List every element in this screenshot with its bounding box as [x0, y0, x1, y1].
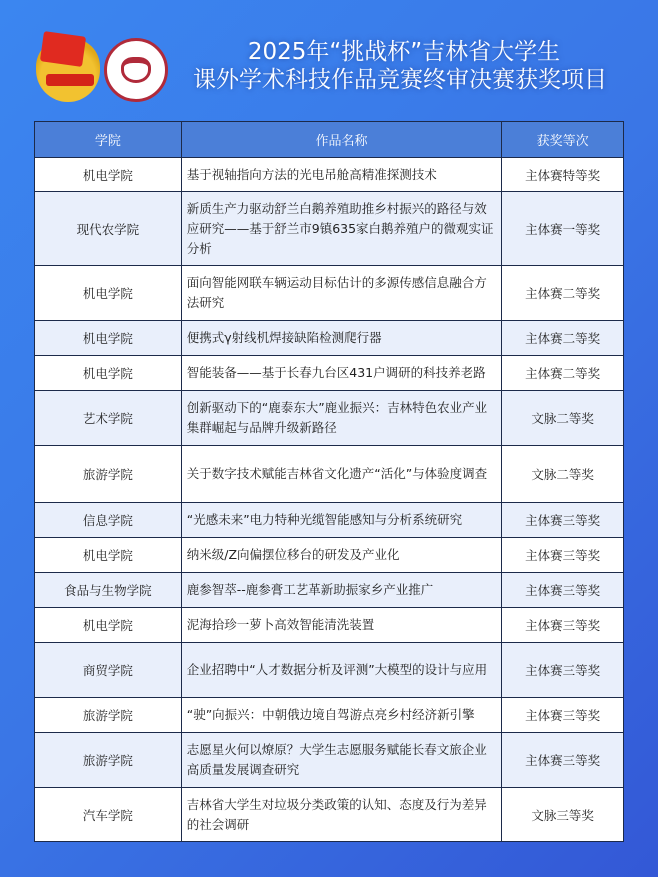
page-title [170, 38, 638, 94]
college-cell: 机电学院 [35, 356, 182, 391]
college-cell: 旅游学院 [35, 733, 182, 788]
project-name-cell: 面向智能网联车辆运动目标估计的多源传感信息融合方法研究 [181, 266, 501, 321]
project-name-cell: 便携式γ射线机焊接缺陷检测爬行器 [181, 321, 501, 356]
title-line-2: 课外学术科技作品竞赛终审决赛获奖项目 [193, 67, 607, 93]
awards-table [34, 121, 624, 842]
award-cell: 文脉二等奖 [502, 391, 624, 446]
table-row [35, 698, 624, 733]
project-name-cell: 关于数字技术赋能吉林省文化遗产“活化”与体验度调查 [181, 446, 501, 503]
table-row [35, 733, 624, 788]
college-cell: 商贸学院 [35, 643, 182, 698]
award-cell: 文脉二等奖 [502, 446, 624, 503]
project-name-cell: 智能装备——基于长春九台区431户调研的科技养老路 [181, 356, 501, 391]
award-cell: 主体赛三等奖 [502, 503, 624, 538]
university-emblem [104, 38, 168, 102]
project-name-cell: 企业招聘中“人才数据分析及评测”大模型的设计与应用 [181, 643, 501, 698]
college-cell: 旅游学院 [35, 698, 182, 733]
college-cell: 机电学院 [35, 158, 182, 192]
table-row [35, 266, 624, 321]
award-cell: 主体赛三等奖 [502, 733, 624, 788]
youth-league-emblem [36, 38, 100, 102]
award-cell: 主体赛二等奖 [502, 356, 624, 391]
project-name-cell: 新质生产力驱动舒兰白鹅养殖助推乡村振兴的路径与效应研究——基于舒兰市9镇635家白鹅养殖户的微观实证分析 [181, 192, 501, 266]
award-cell: 主体赛特等奖 [502, 158, 624, 192]
table-row [35, 608, 624, 643]
college-cell: 旅游学院 [35, 446, 182, 503]
header-college: 学院 [35, 122, 182, 158]
award-cell: 主体赛三等奖 [502, 538, 624, 573]
title-line-1: 2025年“挑战杯”吉林省大学生 [247, 39, 561, 65]
table-row [35, 446, 624, 503]
college-cell: 现代农学院 [35, 192, 182, 266]
table-row [35, 321, 624, 356]
college-cell: 食品与生物学院 [35, 573, 182, 608]
header-name: 作品名称 [181, 122, 501, 158]
table-row [35, 643, 624, 698]
college-cell: 机电学院 [35, 608, 182, 643]
award-cell: 主体赛二等奖 [502, 266, 624, 321]
award-cell: 主体赛三等奖 [502, 698, 624, 733]
college-cell: 机电学院 [35, 266, 182, 321]
project-name-cell: 志愿星火何以燎原？大学生志愿服务赋能长春文旅企业高质量发展调查研究 [181, 733, 501, 788]
table-row [35, 503, 624, 538]
college-cell: 机电学院 [35, 321, 182, 356]
college-cell: 机电学院 [35, 538, 182, 573]
project-name-cell: 纳米级/Z向偏摆位移台的研发及产业化 [181, 538, 501, 573]
project-name-cell: “驶”向振兴：中朝俄边境自驾游点亮乡村经济新引擎 [181, 698, 501, 733]
table-row [35, 788, 624, 842]
college-cell: 信息学院 [35, 503, 182, 538]
college-cell: 汽车学院 [35, 788, 182, 842]
table-row [35, 158, 624, 192]
award-cell: 主体赛二等奖 [502, 321, 624, 356]
project-name-cell: 泥海拾珍一萝卜高效智能清洗装置 [181, 608, 501, 643]
college-cell: 艺术学院 [35, 391, 182, 446]
project-name-cell: 鹿参智萃--鹿参膏工艺革新助振家乡产业推广 [181, 573, 501, 608]
table-header [35, 122, 624, 158]
table-row [35, 356, 624, 391]
award-cell: 文脉三等奖 [502, 788, 624, 842]
table-row [35, 192, 624, 266]
project-name-cell: “光感未来”电力特种光缆智能感知与分析系统研究 [181, 503, 501, 538]
project-name-cell: 吉林省大学生对垃圾分类政策的认知、态度及行为差异的社会调研 [181, 788, 501, 842]
award-cell: 主体赛三等奖 [502, 608, 624, 643]
award-cell: 主体赛三等奖 [502, 643, 624, 698]
table-row [35, 538, 624, 573]
header-award: 获奖等次 [502, 122, 624, 158]
project-name-cell: 基于视轴指向方法的光电吊舱高精准探测技术 [181, 158, 501, 192]
project-name-cell: 创新驱动下的“鹿泰东大”鹿业振兴：吉林特色农业产业集群崛起与品牌升级新路径 [181, 391, 501, 446]
award-cell: 主体赛一等奖 [502, 192, 624, 266]
award-cell: 主体赛三等奖 [502, 573, 624, 608]
table-row [35, 391, 624, 446]
table-row [35, 573, 624, 608]
